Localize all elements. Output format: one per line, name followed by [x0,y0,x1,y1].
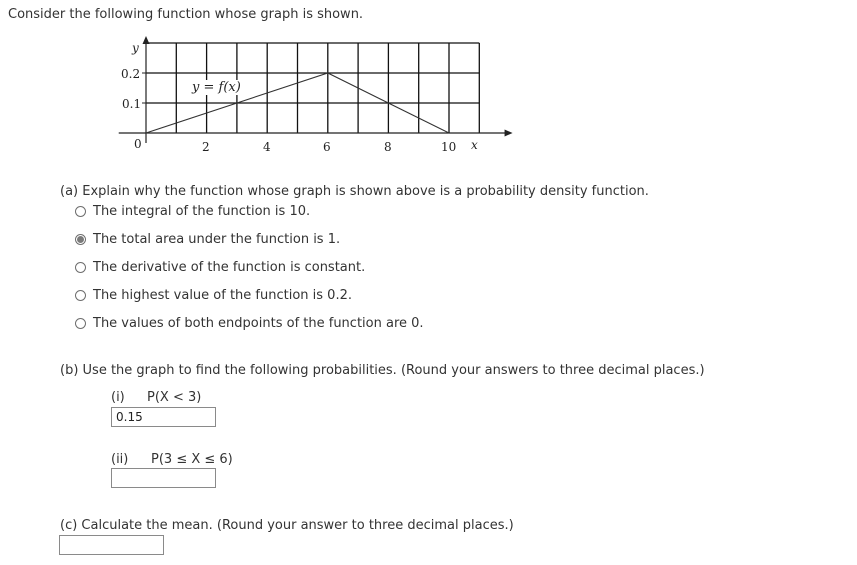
y-axis-arrow [143,36,150,44]
option-total-area[interactable] [75,232,340,247]
radio-button[interactable] [75,290,86,301]
radio-button-selected[interactable] [75,234,86,245]
option-derivative[interactable] [75,260,365,275]
part-b-ii-label [111,452,233,467]
option-label: The values of both endpoints of the function are 0. [93,316,424,331]
intro-text: Consider the following function whose graph is shown. [8,7,364,22]
option-highest-value[interactable] [75,288,352,303]
x-axis-label: x [471,138,478,152]
answer-input-ii[interactable] [111,468,216,488]
part-b-i-label [111,390,201,405]
radio-button[interactable] [75,262,86,273]
radio-button[interactable] [75,318,86,329]
option-label: The total area under the function is 1. [93,232,341,247]
probability-expression: P(3 ≤ X ≤ 6) [151,452,233,467]
option-endpoints[interactable] [75,316,424,331]
y-tick-label: 0.2 [121,67,141,81]
option-label: The derivative of the function is constant. [93,260,366,275]
y-tick-label: 0.1 [122,97,142,111]
x-tick-label: 8 [384,140,392,154]
function-graph [0,0,857,170]
x-tick-label: 2 [202,140,210,154]
function-label: y = f(x) [192,80,241,95]
x-axis-arrow [505,130,513,137]
x-tick-label: 10 [441,140,457,154]
x-tick-label: 4 [263,140,271,154]
part-b-question: (b) Use the graph to find the following probabilities. (Round your answers to three decimal places.) [60,363,705,378]
x-tick-label: 6 [323,140,331,154]
radio-button[interactable] [75,206,86,217]
probability-expression: P(X < 3) [147,390,202,405]
subpart-number: (i) [111,390,125,405]
y-axis-label: y [132,41,139,55]
answer-input-i[interactable]: 0.15 [111,407,216,427]
option-label: The integral of the function is 10. [93,204,311,219]
graph-axes [119,36,513,143]
option-integral[interactable] [75,204,310,219]
subpart-number: (ii) [111,452,129,467]
option-label: The highest value of the function is 0.2. [93,288,352,303]
origin-label: 0 [134,137,142,151]
part-a-question: (a) Explain why the function whose graph is shown above is a probability density function. [60,184,649,199]
part-c-question: (c) Calculate the mean. (Round your answer to three decimal places.) [60,518,514,533]
answer-input-mean[interactable] [59,535,164,555]
